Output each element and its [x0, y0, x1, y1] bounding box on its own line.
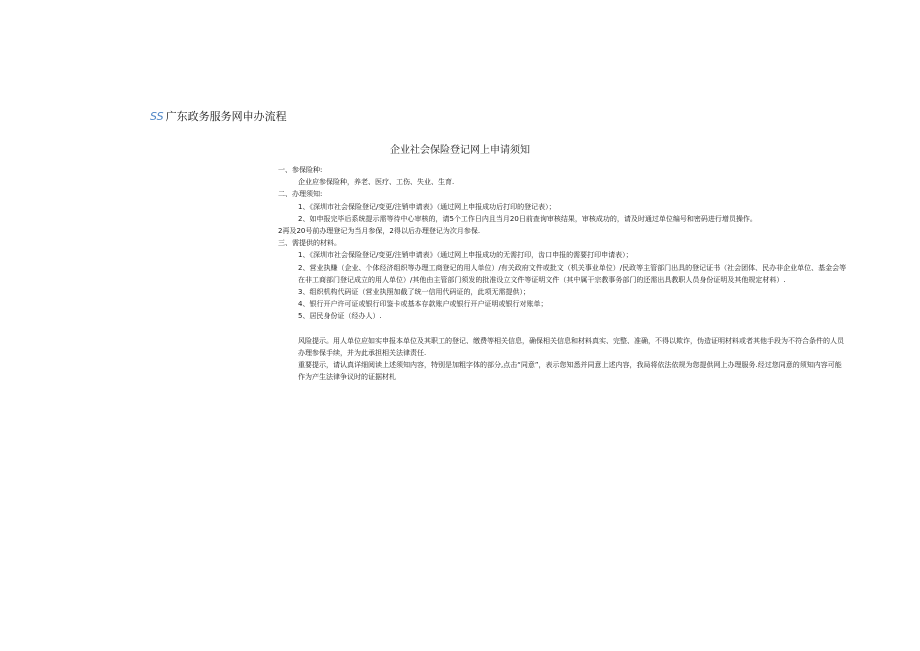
document-body [278, 164, 848, 383]
instruction-note: 2再及20号前办理登记为当月参保，2得以后办理登记为次月参保. [278, 227, 481, 236]
document-title: 企业社会保险登记网上申请须知 [390, 145, 530, 156]
section-heading-instructions: 二、办理须知: [278, 190, 323, 199]
insurance-types-text: 企业应参保险种，养老、医疗、工伤、失业、生育. [298, 178, 455, 187]
material-item-2: 2、营业执赚（企业、个体经济组织等办理工商登记的用人单位）/有关政府文件或批文（机关事业单位）/民政等主管部门出具的登记证书（社会团体、民办非企业单位、基金会等在非工商部门登记成立的用人单位）/其他由主管部门须发的批准设立文件等证明文件（其中属干宗教事务部门的还需出具教职人员身份证明及其他规定材料）. [298, 263, 847, 284]
section-heading-materials: 三、需提供的材料。 [278, 239, 341, 248]
page-header [150, 108, 287, 124]
material-item-1: 1、《深圳市社会保险登记/变更/注销申请表》（通过网上申报成功的无需打印，齿口申报的需要打印申请表）； [298, 251, 633, 260]
instruction-item-1: 1、《深圳市社会保险登记/变更/注销申请表》（通过网上申报成功后打印的登记表）； [298, 202, 556, 211]
ss-logo: SS [150, 110, 164, 123]
section-heading-insurance-types: 一、参保险种: [278, 166, 323, 174]
risk-notice: 风险提示。用人单位应如实申报本单位及其职工的登记、缴费等相关信息，确保相关信息和材料真实、完整、准确，不得以欺诈，伪造证明材料或者其他手段为不符合条件的人员办理参保手续，并为此承担相关法律责任. [298, 336, 844, 357]
material-item-5: 5、居民身份证（经办人）. [298, 312, 382, 321]
header-title: 广东政务服务网申办流程 [165, 110, 287, 123]
important-notice: 重要提示，请认真详细阅读上述须知内容，特别是加粗字体的部分,点击“同意”，表示您知悉并同意上述内容，我局将依法依规为您提供网上办理服务.经过您同意的须知内容可能作为产生法律争议时的证据材札 [298, 361, 842, 382]
material-item-4: 4、银行开户许可证或银行印鉴卡或基本存款账户或银行开户证明或银行对账单； [298, 300, 548, 309]
instruction-item-2: 2、如申报完毕后系统提示需等待中心审核的，请5个工作日内且当月20日前查询审核结果，审核成功的，请及时通过单位编号和密码进行增员操作。 [298, 214, 757, 223]
material-item-3: 3、组织机构代码证（营业执照加截了统一信用代码证的，此项无需提供）； [298, 288, 530, 297]
